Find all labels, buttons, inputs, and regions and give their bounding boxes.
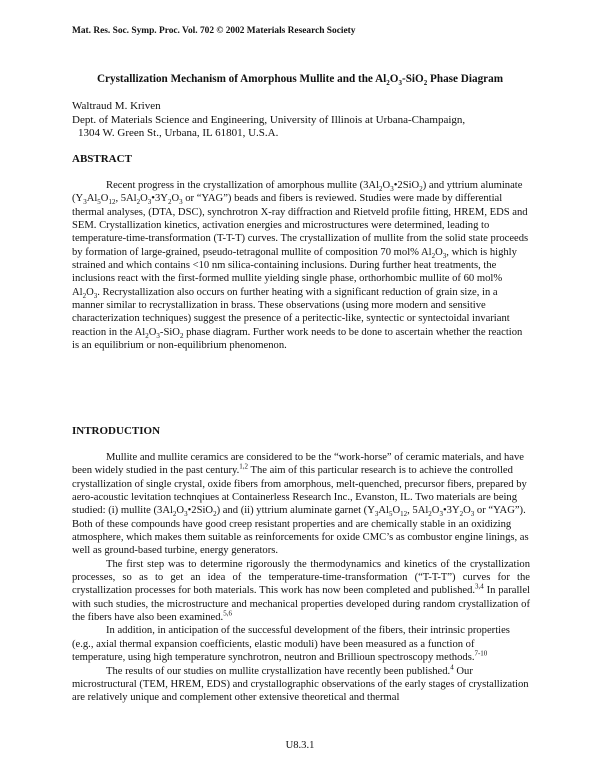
author-affiliation-line1: Dept. of Materials Science and Engineering, University of Illinois at Urbana-Champaign, — [72, 113, 466, 126]
paper-title: Crystallization Mechanism of Amorphous Mullite and the $Al_2O_3-SiO_2$ Phase Diagram — [96, 73, 504, 88]
intro-paragraph-3: In addition, in anticipation of the successful development of the fibers, their intrinsic properties (e.g., axial thermal expansion coefficients, elastic moduli) have been measured as a function of temperature, using high temperature synchrotron, neutron and Brillioun spectroscopy methods.$^{7-10}$ — [72, 625, 510, 664]
author-name: Waltraud M. Kriven — [72, 100, 161, 112]
introduction-heading: INTRODUCTION — [72, 425, 161, 437]
introduction-body — [72, 451, 530, 705]
intro-paragraph-2: The first step was to determine rigorously the thermodynamics and kinetics of the crystallization processes, so as to get an idea of the temperature-time-transformation (“T-T-T”) curves for the crystallization processes for both materials. This work has now been completed and published.$^{3,4}$ In parallel with such studies, the microstructure and mechanical properties developed during random crystallization of the fibers have also been examined.$^{5,6}$ — [72, 558, 530, 624]
author-affiliation-line2: 1304 W. Green St., Urbana, IL 61801, U.S.A. — [78, 127, 279, 139]
intro-paragraph-4: The results of our studies on mullite crystallization have recently been published.$^4$ Our microstructural (TEM, HREM, EDS) and crystallographic observations of the early stages of crystallization are relatively unique and complement other extensive theoretical and thermal — [72, 662, 529, 704]
journal-header: Mat. Res. Soc. Symp. Proc. Vol. 702 © 2002 Materials Research Society — [72, 26, 356, 36]
abstract-body: Recent progress in the crystallization of amorphous mullite $(3Al_2O_3•2SiO_2)$ and yttrium aluminate ($Y_3Al_5O_{12}$, $5Al_2O_3•3Y_2O_3$ or “YAG”) beads and fibers is reviewed. Studies were made by differential thermal analyses, (DTA, DSC), synchrotron X-ray diffraction and Rietveld profile fitting, HREM, EDS and SEM. Crystallization kinetics, activation energies and microstructures were determined, leading to temperature-time-transformation (T-T-T) curves. The crystallization of mullite from the solid state proceeds by formation of large-grained, pseudo-tetragonal mullite of composition 70 mol% $Al_2O_3$, which is highly strained and which contains <10 nm silica-containing inclusions. During further heat treatments, the inclusions react with the first-formed mullite yielding single phase, orthorhombic mullite of 60 mol% $Al_2O_3$. Recrystallization also occurs on further heating with a significant reduction of grain size, in a manner similar to recrystallization in brass. These observations (using more modern and sensitive characterization techniques) suggest the presence of a peritectic-like, syntectic or syntectoidal invariant reaction in the $Al_2O_3-SiO_2$ phase diagram. Further work needs to be done to ascertain whether the reaction is an equilibrium or non-equilibrium phenomenon. — [72, 180, 529, 352]
intro-paragraph-1: Mullite and mullite ceramics are considered to be the “work-horse” of ceramic materials, and have been widely studied in the past century.$^{1,2}$ The aim of this particular research is to achieve the controlled crystallization of single crystal, oxide fibers from amorphous, melt-quenched, precursor fibers, prepared by aero-acoustic levitation technqiues at Containerless Research Inc., Evanston, IL. Two materials are being studied: (i) mullite $(3Al_2O_3•2SiO_2)$ and (ii) yttrium aluminate garnet ($Y_3Al_5O_{12}$, $5Al_2O_3•3Y_2O_3$ or “YAG”). Both of these compounds have good creep resistant properties and are chemically stable in an oxidizing atmosphere, which makes them suitable as reinforcements for oxide CMC’s as combustor engine linings, as well as ground-based turbine, energy generators. — [72, 452, 529, 557]
abstract-heading: ABSTRACT — [72, 153, 132, 165]
author-block — [72, 100, 465, 141]
page-number: U8.3.1 — [285, 740, 315, 751]
